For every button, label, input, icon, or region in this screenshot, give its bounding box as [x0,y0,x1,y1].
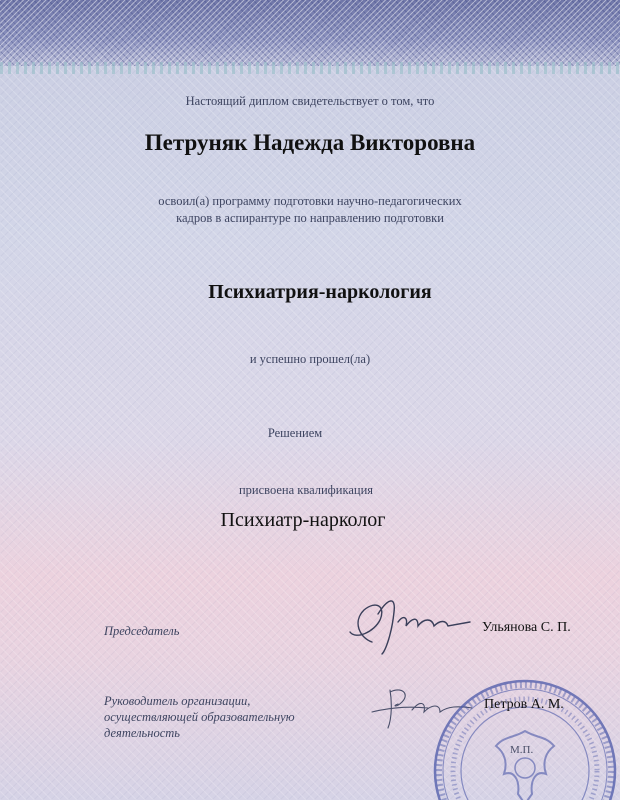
assigned-text: присвоена квалификация [238,483,374,497]
passed-text: и успешно прошел(ла) [249,352,371,366]
program-line-2: кадров в аспирантуре по направлению подготовки [176,211,444,225]
head-role-line-2: осуществляющей образовательную [104,710,295,724]
decorative-top-band [0,0,620,66]
head-role-line-1: Руководитель организации, [104,694,251,708]
head-role-line-3: деятельность [104,726,180,740]
specialty-title: Психиатрия-наркология [208,281,432,303]
graduate-name: Петруняк Надежда Викторовна [144,130,476,155]
head-name: Петров А. М. [484,697,564,712]
head-role-label [104,693,364,741]
qualification-title: Психиатр-нарколог [220,509,386,531]
chair-signature [342,592,477,657]
chair-role-label: Председатель [104,624,180,638]
chair-name: Ульянова С. П. [482,620,571,635]
program-description [0,193,620,227]
stamp-place-label: М.П. [510,744,534,756]
intro-text: Настоящий диплом свидетельствует о том, что [185,94,435,108]
program-line-1: освоил(а) программу подготовки научно-педагогических [158,194,462,208]
official-seal [430,676,620,800]
decision-text: Решением [267,426,323,440]
